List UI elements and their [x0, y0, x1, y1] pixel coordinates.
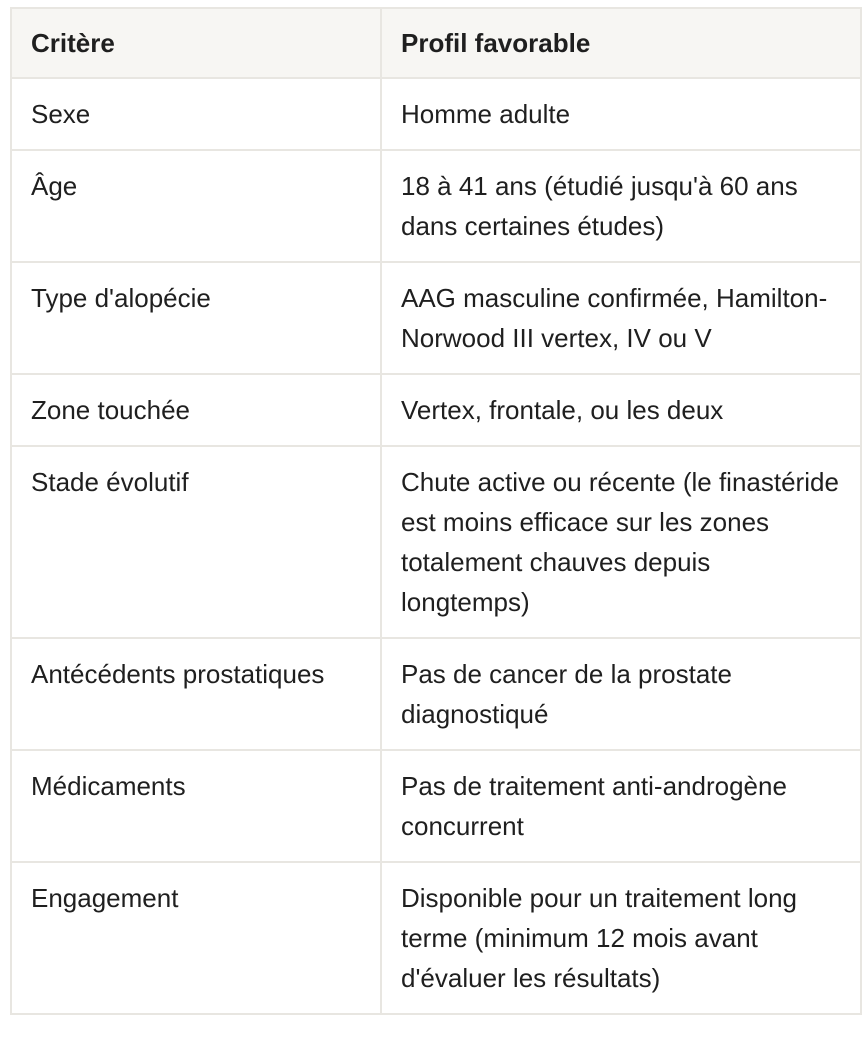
profile-cell: Homme adulte [381, 78, 861, 150]
table-row [11, 78, 861, 150]
criterion-cell: Type d'alopécie [11, 262, 381, 374]
criterion-cell: Zone touchée [11, 374, 381, 446]
criterion-cell: Engagement [11, 862, 381, 1014]
table-row [11, 150, 861, 262]
criterion-cell: Antécédents prostatiques [11, 638, 381, 750]
table-row [11, 374, 861, 446]
table-header-row [11, 8, 861, 78]
criterion-cell: Sexe [11, 78, 381, 150]
header-favorable-profile: Profil favorable [381, 8, 861, 78]
table-row [11, 862, 861, 1014]
profile-cell: Vertex, frontale, ou les deux [381, 374, 861, 446]
profile-cell: Pas de traitement anti-androgène concurrent [381, 750, 861, 862]
profile-cell: 18 à 41 ans (étudié jusqu'à 60 ans dans certaines études) [381, 150, 861, 262]
criterion-cell: Stade évolutif [11, 446, 381, 638]
profile-cell: Chute active ou récente (le finastéride est moins efficace sur les zones totalement chauves depuis longtemps) [381, 446, 861, 638]
table-row [11, 446, 861, 638]
table-row [11, 262, 861, 374]
header-criterion: Critère [11, 8, 381, 78]
profile-cell: Pas de cancer de la prostate diagnostiqué [381, 638, 861, 750]
criteria-table-container [10, 7, 860, 1015]
table-row [11, 638, 861, 750]
criterion-cell: Âge [11, 150, 381, 262]
criteria-table [10, 7, 862, 1015]
table-row [11, 750, 861, 862]
criterion-cell: Médicaments [11, 750, 381, 862]
profile-cell: Disponible pour un traitement long terme (minimum 12 mois avant d'évaluer les résultats) [381, 862, 861, 1014]
profile-cell: AAG masculine confirmée, Hamilton-Norwood III vertex, IV ou V [381, 262, 861, 374]
